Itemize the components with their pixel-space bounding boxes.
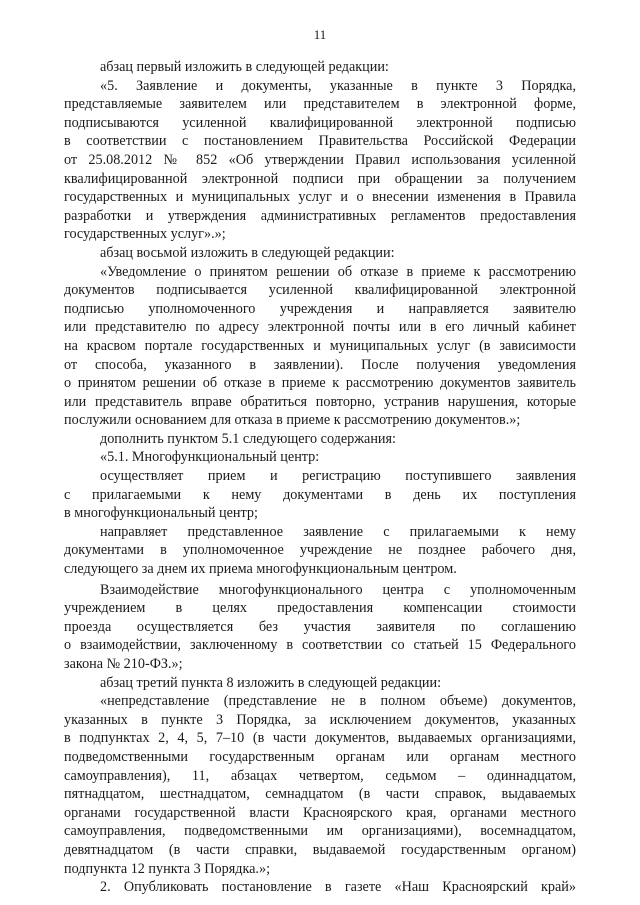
text-line: пятнадцатом, шестнадцатом, семнадцатом (в части справок, выдаваемых (64, 786, 576, 803)
page-number: 11 (313, 27, 327, 42)
text-line: «непредставление (представление не в полном объеме) документов, (100, 693, 576, 710)
text-line: в подпунктах 2, 4, 5, 7–10 (в части документов, выдаваемых организациями, (64, 730, 576, 747)
text-line: о принятом решении об отказе в приеме к рассмотрению документов заявитель (64, 375, 576, 392)
text-line: документов подписывается усиленной квалифицированной электронной (64, 282, 576, 299)
text-line: направляет представленное заявление с прилагаемыми к нему (100, 523, 576, 540)
text-line: подписываются усиленной квалифицированной электронной подписью (64, 114, 576, 131)
text-line: послужили основанием для отказа в приеме к рассмотрению документов.»; (64, 412, 521, 429)
text-line: или представитель вправе обратиться повторно, устранив нарушения, которые (64, 393, 576, 410)
text-line: учреждением в целях предоставления компенсации стоимости (64, 600, 576, 617)
text-line: «5.1. Многофункциональный центр: (100, 449, 320, 466)
text-line: девятнадцатом (в части справки, выдаваемой государственным органом) (64, 841, 576, 858)
text-line: 2. Опубликовать постановление в газете «Наш Красноярский край» (100, 879, 576, 896)
text-line: закона № 210-ФЗ.»; (64, 656, 183, 672)
text-line: или представителю по адресу электронной почты или в его личный кабинет (64, 319, 576, 336)
text-line: подписью уполномоченного учреждения и направляется заявителю (64, 300, 576, 317)
text-line: абзац восьмой изложить в следующей редакции: (100, 244, 395, 261)
text-line: самоуправления, подведомственными им организациями), восемнадцатом, (64, 823, 576, 840)
text-line: представляемые заявителем или представителем в электронной форме, (64, 96, 576, 113)
text-line: органами государственной власти Красноярского края, органами местного (64, 804, 576, 821)
text-line: государственных услуг».»; (64, 226, 226, 243)
text-line: от 25.08.2012 № 852 «Об утверждении Правил использования усиленной (64, 151, 576, 168)
text-line: с прилагаемыми к нему документами в день их поступления (64, 486, 576, 503)
text-line: осуществляет прием и регистрацию поступившего заявления (100, 468, 576, 485)
text-line: абзац первый изложить в следующей редакции: (100, 59, 389, 75)
text-line: разработки и утверждения административных регламентов предоставления (64, 207, 576, 224)
text-line: подведомственными государственным органам или органам местного (64, 748, 576, 765)
text-line: в соответствии с постановлением Правительства Российской Федерации (64, 133, 576, 150)
text-line: дополнить пунктом 5.1 следующего содержания: (100, 430, 396, 447)
text-line: в многофункциональный центр; (64, 505, 258, 522)
document-body (64, 58, 576, 897)
text-line: проезда осуществляется без участия заявителя по соглашению (64, 618, 576, 635)
text-line: абзац третий пункта 8 изложить в следующей редакции: (100, 674, 442, 691)
text-line: подпункта 12 пункта 3 Порядка.»; (64, 860, 271, 877)
text-line: квалифицированной электронной подписи при обращении за получением (64, 170, 576, 187)
text-line: «Уведомление о принятом решении об отказе в приеме к рассмотрению (100, 263, 576, 280)
text-line: документами в уполномоченное учреждение не позднее рабочего дня, (64, 542, 576, 559)
text-line: на красвом портале государственных и муниципальных услуг (в зависимости (64, 337, 576, 354)
text-line: «5. Заявление и документы, указанные в пункте 3 Порядка, (100, 77, 576, 94)
text-line: указанных в пункте 3 Порядка, за исключением документов, указанных (64, 711, 576, 728)
text-line: о взаимодействии, заключенному в соответствии со статьей 15 Федерального (64, 637, 576, 654)
text-line: государственных и муниципальных услуг и о внесении изменения в Правила (64, 189, 576, 206)
text-line: от способа, указанного в заявлении). После получения уведомления (64, 356, 576, 373)
text-line: следующего за днем их приема многофункциональным центром. (64, 561, 457, 578)
text-line: Взаимодействие многофункционального центра с уполномоченным (100, 581, 576, 598)
text-line: самоуправления), 11, абзацах четвертом, седьмом – одиннадцатом, (64, 767, 576, 784)
